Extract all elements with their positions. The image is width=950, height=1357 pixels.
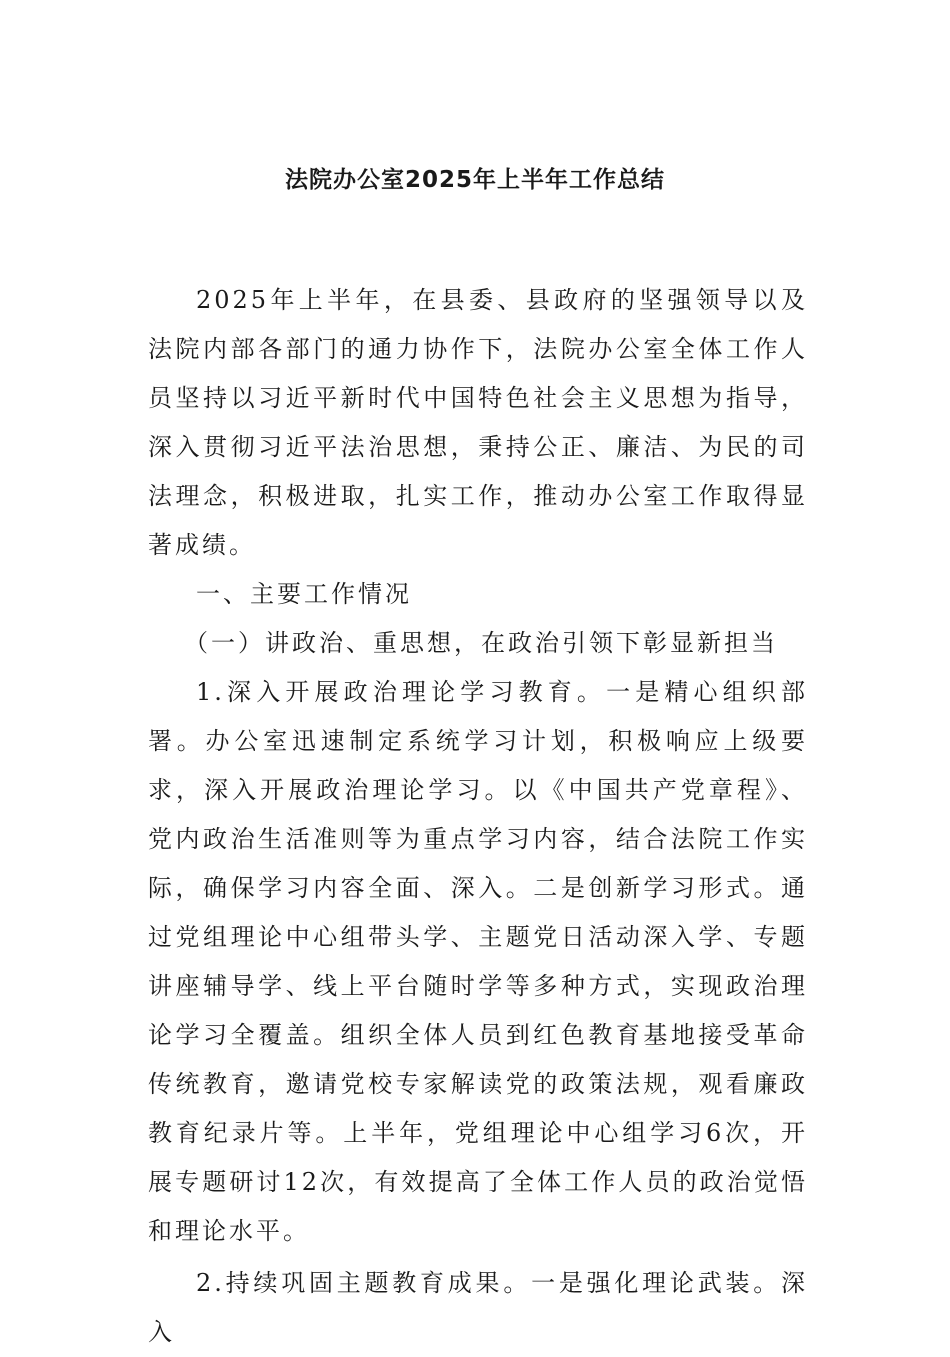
document-body <box>148 276 808 1357</box>
subsection-heading: （一）讲政治、重思想，在政治引领下彰显新担当 <box>184 629 778 657</box>
document-title: 法院办公室2025年上半年工作总结 <box>284 167 665 193</box>
paragraph-intro: 2025年上半年，在县委、县政府的坚强领导以及法院内部各部门的通力协作下，法院办公室全体工作人员坚持以习近平新时代中国特色社会主义思想为指导，深入贯彻习近平法治思想，秉持公正、廉洁、为民的司法理念，积极进取，扎实工作，推动办公室工作取得显著成绩。 <box>148 286 808 559</box>
paragraph-item-1: 1.深入开展政治理论学习教育。一是精心组织部署。办公室迅速制定系统学习计划，积极响应上级要求，深入开展政治理论学习。以《中国共产党章程》、党内政治生活准则等为重点学习内容，结合法院工作实际，确保学习内容全面、深入。二是创新学习形式。通过党组理论中心组带头学、主题党日活动深入学、专题讲座辅导学、线上平台随时学等多种方式，实现政治理论学习全覆盖。组织全体人员到红色教育基地接受革命传统教育，邀请党校专家解读党的政策法规，观看廉政教育纪录片等。上半年，党组理论中心组学习6次，开展专题研讨12次，有效提高了全体工作人员的政治觉悟和理论水平。 <box>148 678 808 1245</box>
paragraph-item-2: 2.持续巩固主题教育成果。一是强化理论武装。深入 <box>148 1269 808 1346</box>
section-heading: 一、主要工作情况 <box>196 580 412 608</box>
